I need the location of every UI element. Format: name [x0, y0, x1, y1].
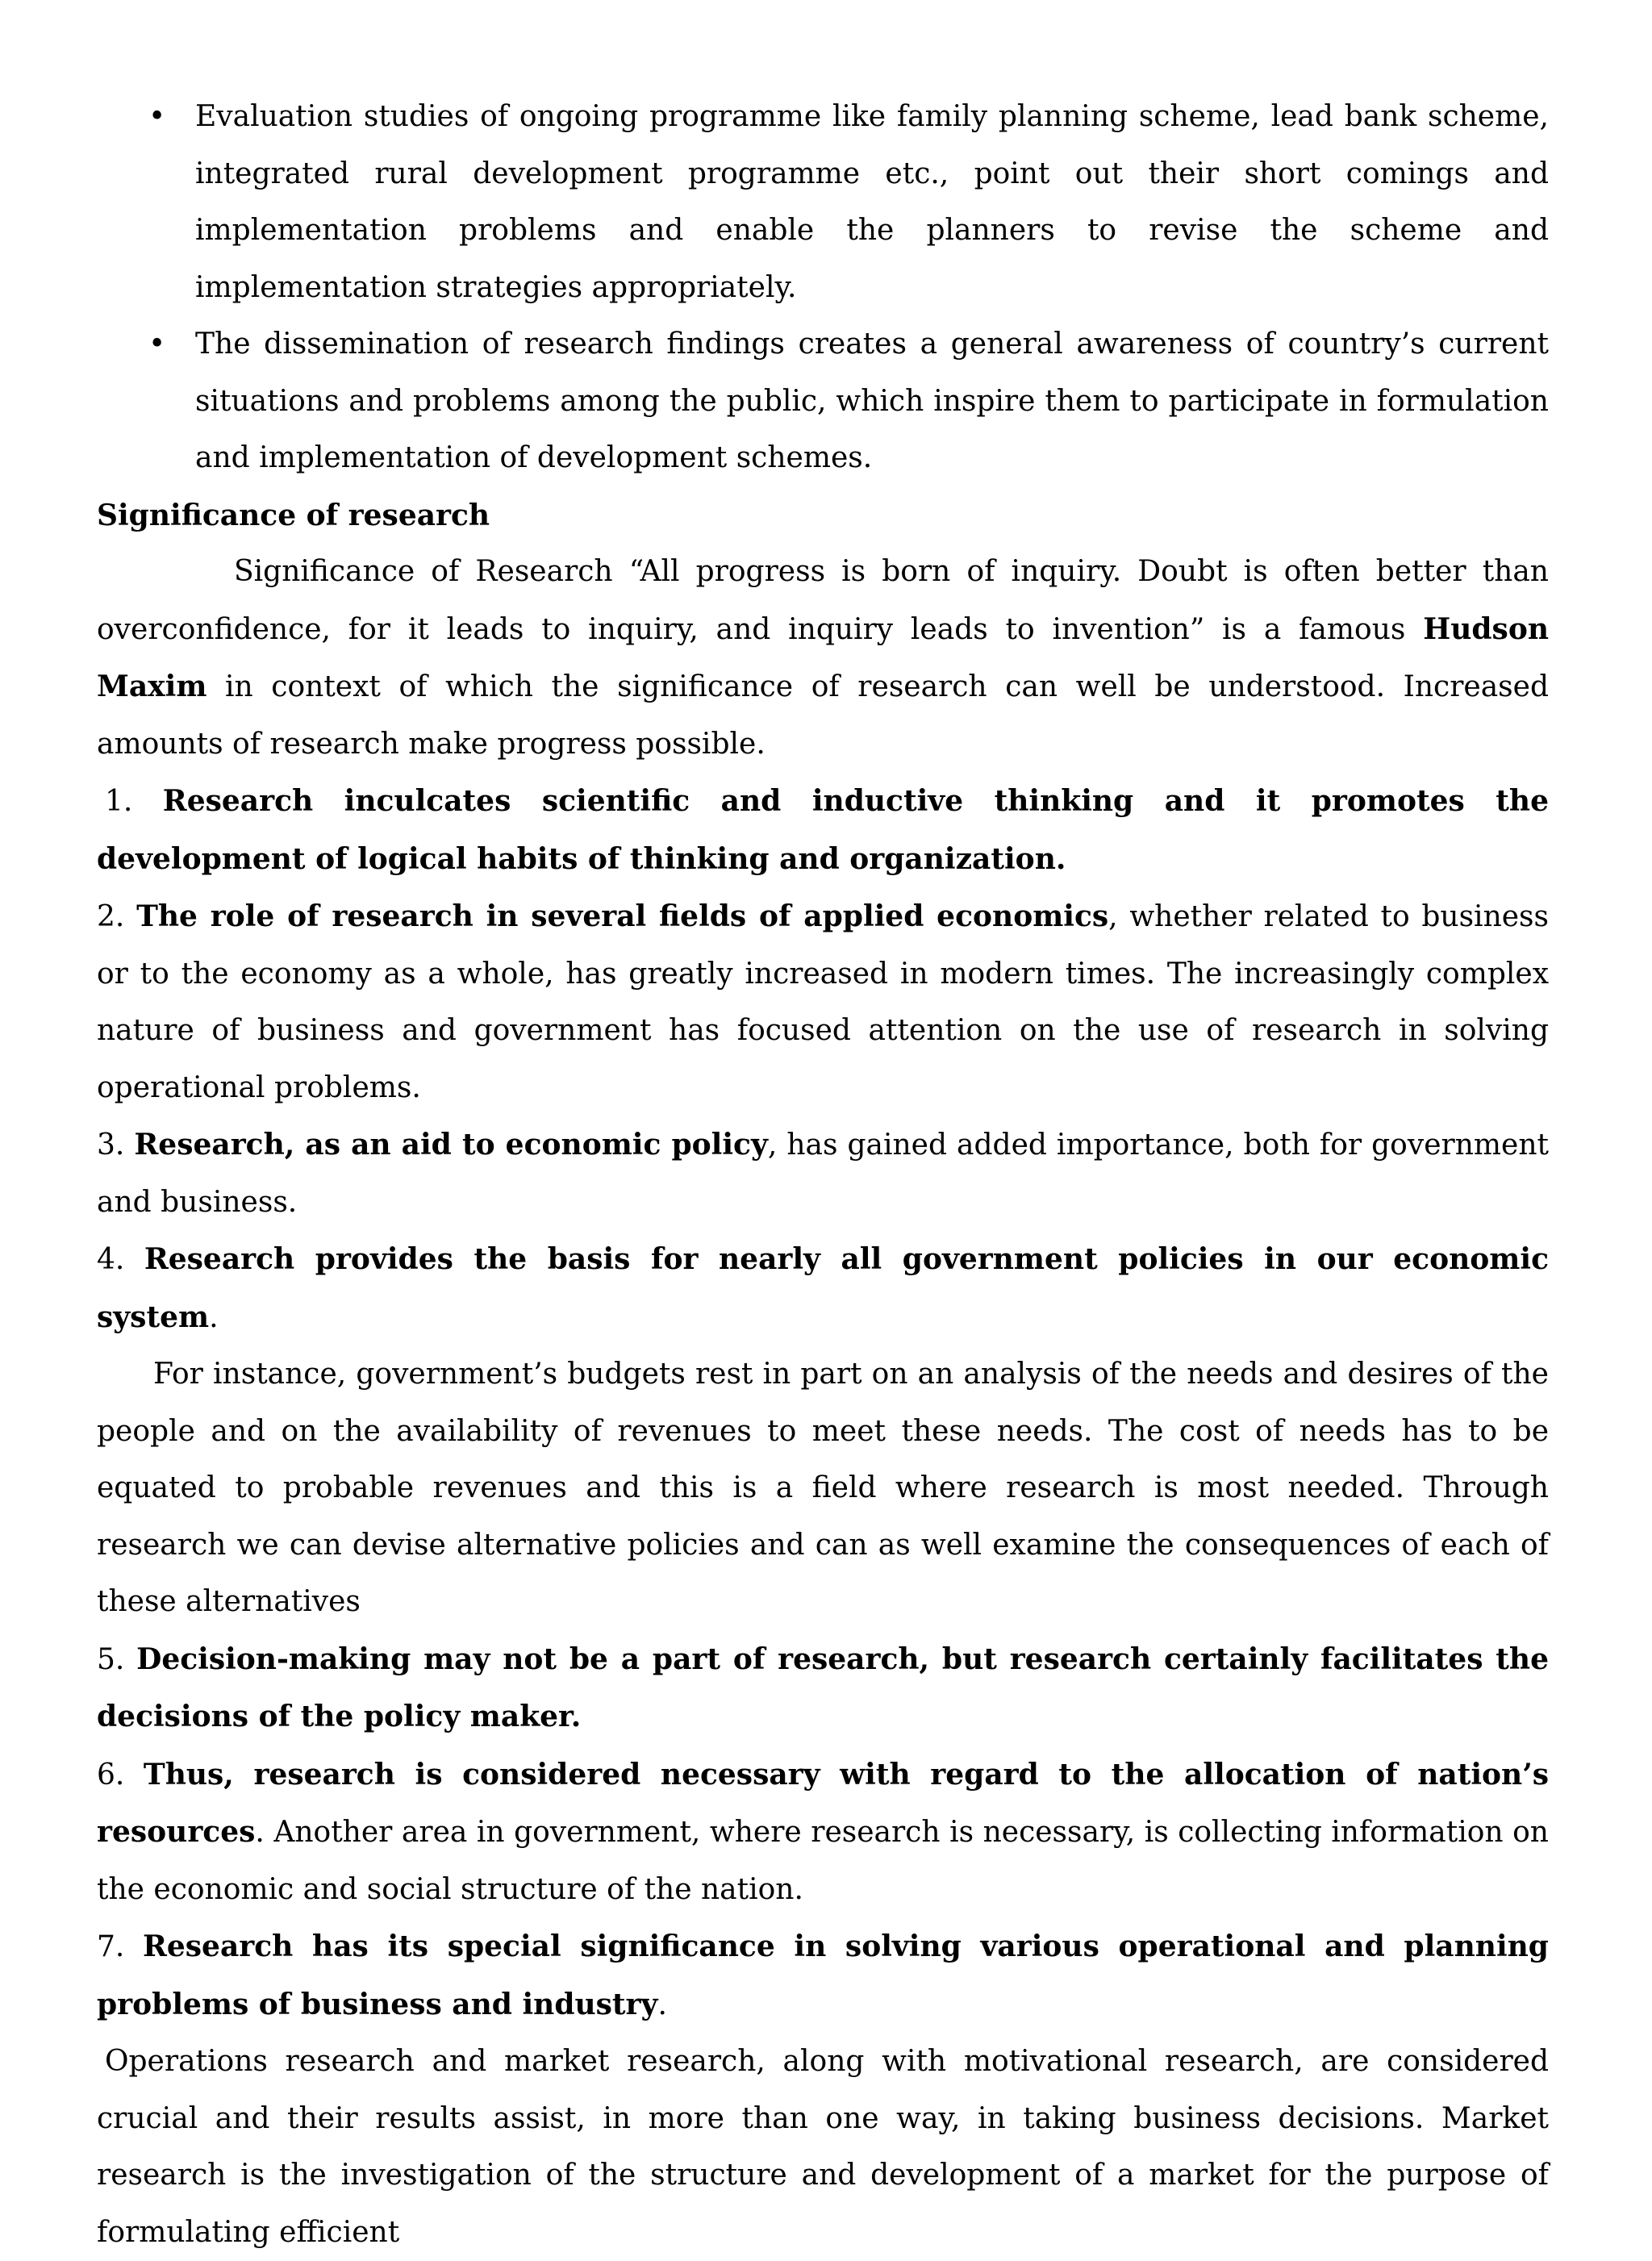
point-number: 2.	[97, 900, 125, 933]
author-name: Hudson Maxim	[97, 611, 1549, 703]
point-5	[97, 1631, 1549, 1746]
point-number: 1.	[105, 785, 133, 818]
point-bold-text: Research inculcates scientific and inductive thinking and it promotes the development of logical habits of thinking and organization.	[97, 784, 1549, 876]
point-text: , whether related to business or to the economy as a whole, has greatly increased in modern times. The increasingly complex nature of business and government has focused attention on the use of research in solving operational problems.	[97, 900, 1550, 1104]
bullet-dot-icon: •	[148, 327, 166, 361]
budget-paragraph: For instance, government’s budgets rest in part on an analysis of the needs and desires of the people and on the availability of revenues to meet these needs. The cost of needs has to be equated to probable revenues and this is a field where research is most needed. Through research we can devise alternative policies and can as well examine the consequences of each of these alternatives	[97, 1358, 1549, 1618]
point-bold-text: Research has its special significance in solving various operational and planning problems of business and industry	[97, 1929, 1549, 2021]
bullet-text: The dissemination of research findings creates a general awareness of country’s current situations and problems among the public, which inspire them to participate in formulation and implementation of development schemes.	[195, 327, 1549, 474]
point-number: 4.	[97, 1243, 125, 1276]
intro-text: in context of which the significance of research can well be understood. Increased amounts of research make progress possible.	[97, 670, 1549, 761]
point-bold-text: The role of research in several fields of applied economics	[136, 899, 1109, 933]
point-text: . Another area in government, where research is necessary, is collecting information on the economic and social structure of the nation.	[97, 1816, 1549, 1906]
bullet-list	[97, 89, 1549, 487]
bullet-text: Evaluation studies of ongoing programme like family planning scheme, lead bank scheme, integrated rural development programme etc., point out their short comings and implementation problems and enable the planners to revise the scheme and implementation strategies appropriately.	[195, 100, 1549, 304]
point-number: 3.	[97, 1128, 125, 1162]
point-1	[97, 773, 1549, 888]
point-text: , has gained added importance, both for government and business.	[97, 1128, 1549, 1219]
point-text: .	[657, 1988, 667, 2021]
point-bold-text: Research provides the basis for nearly all government policies in our economic system	[97, 1242, 1549, 1334]
point-bold-text: Decision-making may not be a part of research, but research certainly facilitates the decisions of the policy maker.	[97, 1642, 1549, 1733]
point-number: 5.	[97, 1642, 125, 1676]
point-2	[97, 888, 1549, 1116]
point-3	[97, 1116, 1549, 1231]
bullet-item	[97, 316, 1549, 487]
bullet-dot-icon: •	[148, 100, 166, 133]
point-bold-text: Research, as an aid to economic policy	[134, 1128, 768, 1162]
intro-text: Significance of Research “All progress is born of inquiry. Doubt is often better than overconfidence, for it leads to inquiry, and inquiry leads to invention” is a famous	[97, 555, 1549, 646]
point-6	[97, 1746, 1549, 1919]
point-text: .	[209, 1300, 219, 1334]
point-7	[97, 1918, 1549, 2034]
point-4	[97, 1231, 1549, 1346]
operations-paragraph: Operations research and market research, along with motivational research, are considered crucial and their results assist, in more than one way, in taking business decisions. Market research is the investigation of the structure and development of a market for the purpose of formulating efficient	[97, 2045, 1549, 2249]
intro-paragraph	[97, 544, 1549, 773]
bullet-item	[97, 89, 1549, 316]
point-bold-text: Thus, research is considered necessary with regard to the allocation of nation’s resources	[97, 1757, 1549, 1849]
document-page	[97, 89, 1549, 2261]
point-number: 7.	[97, 1930, 125, 1963]
point-number: 6.	[97, 1758, 125, 1792]
section-heading: Significance of research	[97, 498, 490, 532]
